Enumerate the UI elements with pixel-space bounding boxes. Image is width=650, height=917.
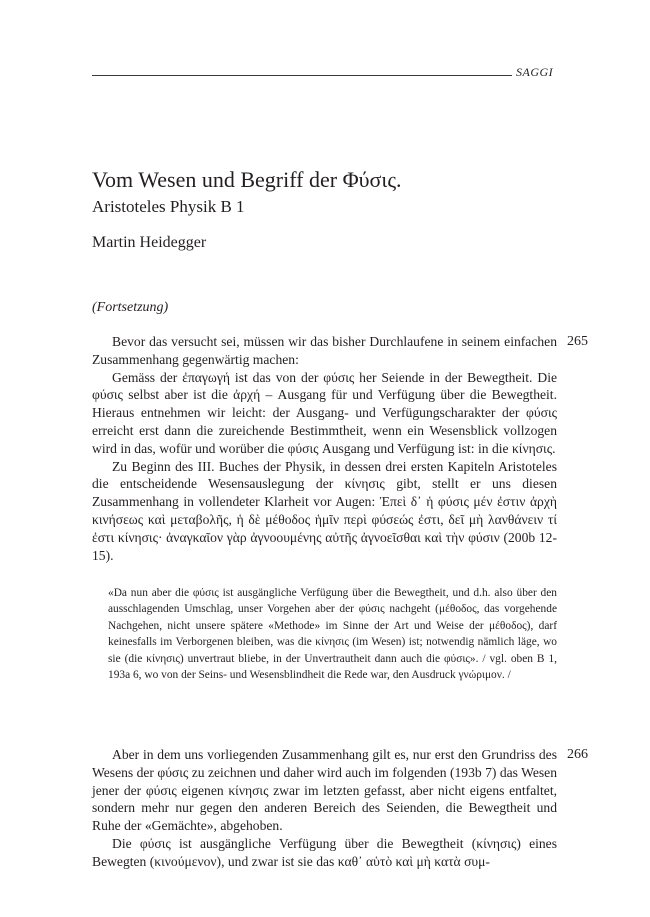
block-quote: «Da nun aber die φύσις ist ausgängliche Verfügung über die Bewegtheit, und d.h. also über den ausschlagenden Umschlag, unser Vorgehen aber der φύσις nachgeht (μέθοδος, das vorgehende Nachgehen, nicht unsere spätere «Methode» im Sinne der Art und Weise der μέθοδος), darf keinesfalls im Verborgenen bleiben, was die κίνησις (im Wesen) ist; notwendig nämlich läge, wo sie (die κίνησις) unvertraut bliebe, in der Unvertrautheit dann auch die φύσις». / vgl. oben B 1, 193a 6, wo von der Seins- und Wesensblindheit die Rede war, den Ausdruck γνώριμον. / [108,587,557,682]
author-name: Martin Heidegger [92,234,207,251]
body-text-section [92,746,557,871]
body-paragraph: Aber in dem uns vorliegenden Zusammenhang gilt es, nur erst den Grundriss des Wesens der φύσις zu zeichnen und daher wird auch im folgenden (193b 7) das Wesen jener der φύσις eigenen κίνησις zwar im letzten gefasst, aber nicht eigens entfaltet, sondern mehr nur gegen den anderen Bereich des Seienden, die Bewegtheit und Ruhe der «Gemächte», abgehoben. [92,747,557,834]
margin-page-number: 266 [567,747,588,762]
article-subtitle: Aristoteles Physik B 1 [92,197,245,216]
body-text-section [92,333,557,564]
body-paragraph: Zu Beginn des III. Buches der Physik, in dessen drei ersten Kapiteln Aristoteles die entscheidende Wesensauslegung der κίνησις gibt, stellt er uns diesen Zusammenhang in vollendeter Klarheit vor Augen: Ἐπεὶ δ᾽ ἡ φύσις μέν ἐστιν ἀρχὴ κινήσεως καὶ μεταβολῆς, ἡ δὲ μέθοδος ἡμῖν περὶ φύσεώς ἐστι, δεῖ μὴ λανθάνειν τί ἐστι κίνησις· ἀναγκαῖον γὰρ ἀγνοουμένης αὐτῆς ἀγνοεῖσθαι καὶ τὴν φύσιν (200b 12-15). [92,458,557,563]
body-paragraph: Gemäss der ἐπαγωγή ist das von der φύσις her Seiende in der Bewegtheit. Die φύσις selbst aber ist die ἀρχή – Ausgang für und Verfügung über die Bewegtheit. Hieraus entnehmen wir leicht: der Ausgang- und Verfügungscharakter der φύσις erreicht erst dann die zureichende Bestimmtheit, wenn ein Wesensblick vollzogen wird in das, wofür und worüber die φύσις Ausgang und Verfügung ist: in die κίνησις. [92,369,557,456]
header-rule [92,75,512,76]
margin-page-number: 265 [567,334,588,349]
article-title: Vom Wesen und Begriff der Φύσις. [92,167,402,192]
continuation-note: (Fortsetzung) [92,300,169,315]
running-head: SAGGI [516,65,554,79]
body-paragraph: Bevor das versucht sei, müssen wir das bisher Durchlaufene in seinem einfachen Zusammenhang gegenwärtig machen: [92,334,557,367]
body-paragraph: Die φύσις ist ausgängliche Verfügung über die Bewegtheit (κίνησις) eines Bewegten (κινούμενον), und zwar ist sie das καθ᾽ αὑτὸ καὶ μὴ κατὰ συμ- [92,835,557,869]
